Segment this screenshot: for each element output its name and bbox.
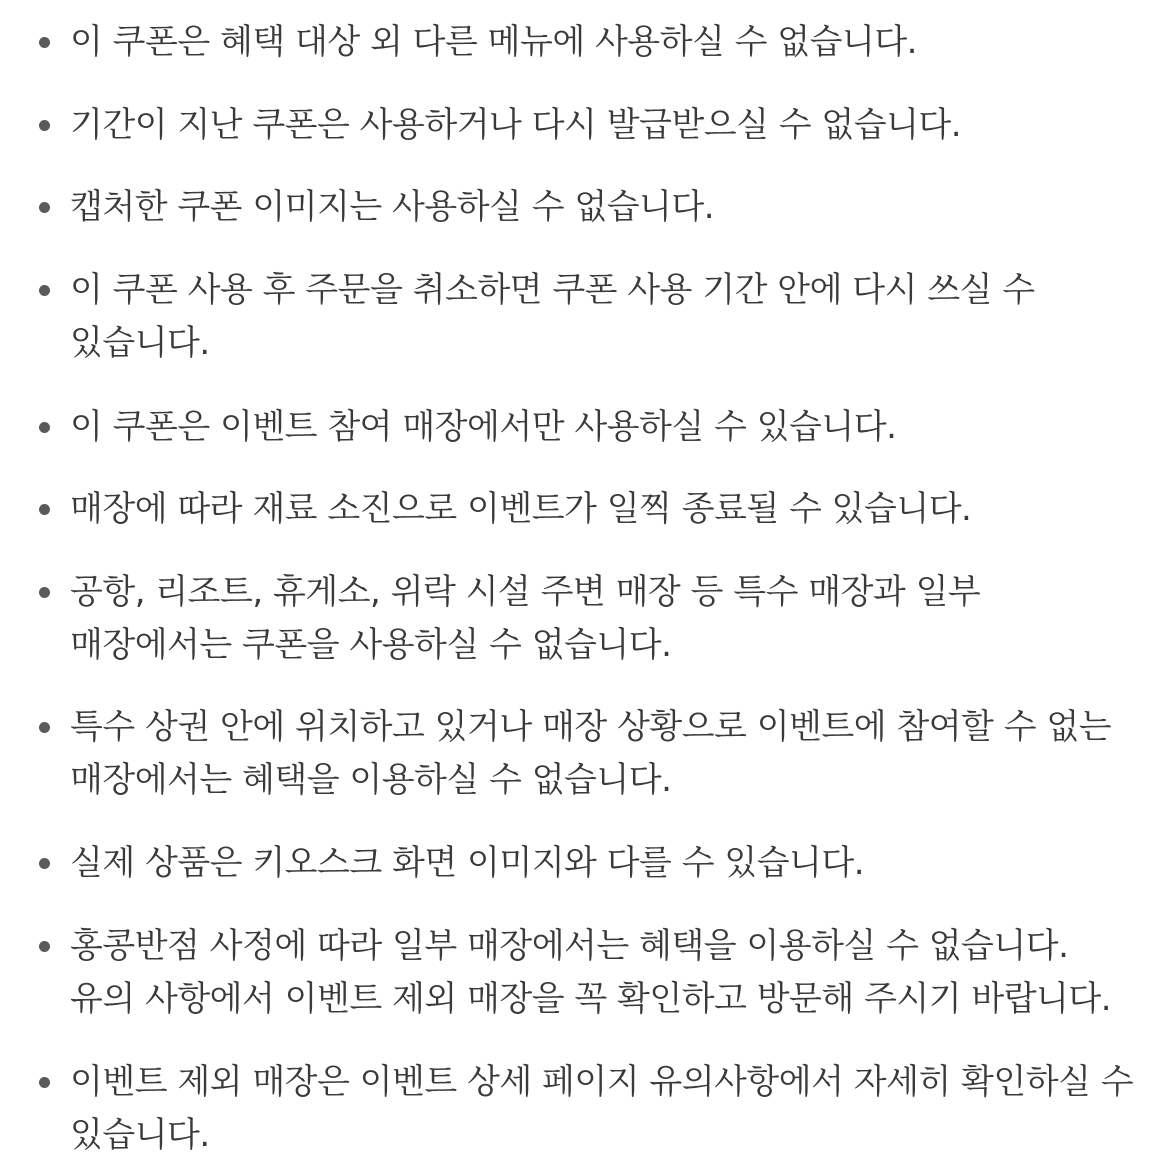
- notice-text: 기간이 지난 쿠폰은 사용하거나 다시 발급받으실 수 없습니다.: [70, 105, 962, 145]
- notice-text: 이 쿠폰 사용 후 주문을 취소하면 쿠폰 사용 기간 안에 다시 쓰실 수 있습니다.: [70, 270, 1035, 363]
- notice-text: 이벤트 제외 매장은 이벤트 상세 페이지 유의사항에서 자세히 확인하실 수 있습니다.: [70, 1062, 1134, 1155]
- notice-text: 이 쿠폰은 혜택 대상 외 다른 메뉴에 사용하실 수 없습니다.: [70, 22, 917, 62]
- notice-text: 매장에 따라 재료 소진으로 이벤트가 일찍 종료될 수 있습니다.: [70, 489, 972, 529]
- bullet-icon: [39, 941, 50, 952]
- notice-text: 캡처한 쿠폰 이미지는 사용하실 수 없습니다.: [70, 187, 715, 227]
- bullet-icon: [39, 37, 50, 48]
- bullet-icon: [39, 722, 50, 733]
- bullet-icon: [39, 858, 50, 869]
- bullet-icon: [39, 285, 50, 296]
- bullet-icon: [39, 587, 50, 598]
- bullet-icon: [39, 504, 50, 515]
- bullet-icon: [39, 422, 50, 433]
- notice-text: 홍콩반점 사정에 따라 일부 매장에서는 혜택을 이용하실 수 없습니다. 유의 사항에서 이벤트 제외 매장을 꼭 확인하고 방문해 주시기 바랍니다.: [70, 926, 1112, 1019]
- bullet-icon: [39, 202, 50, 213]
- notice-text: 실제 상품은 키오스크 화면 이미지와 다를 수 있습니다.: [70, 843, 865, 883]
- bullet-icon: [39, 120, 50, 131]
- notice-text: 특수 상권 안에 위치하고 있거나 매장 상황으로 이벤트에 참여할 수 없는 매장에서는 혜택을 이용하실 수 없습니다.: [70, 707, 1112, 800]
- notice-text: 공항, 리조트, 휴게소, 위락 시설 주변 매장 등 특수 매장과 일부 매장에서는 쿠폰을 사용하실 수 없습니다.: [70, 572, 981, 665]
- notice-text: 이 쿠폰은 이벤트 참여 매장에서만 사용하실 수 있습니다.: [70, 407, 897, 447]
- bullet-icon: [39, 1077, 50, 1088]
